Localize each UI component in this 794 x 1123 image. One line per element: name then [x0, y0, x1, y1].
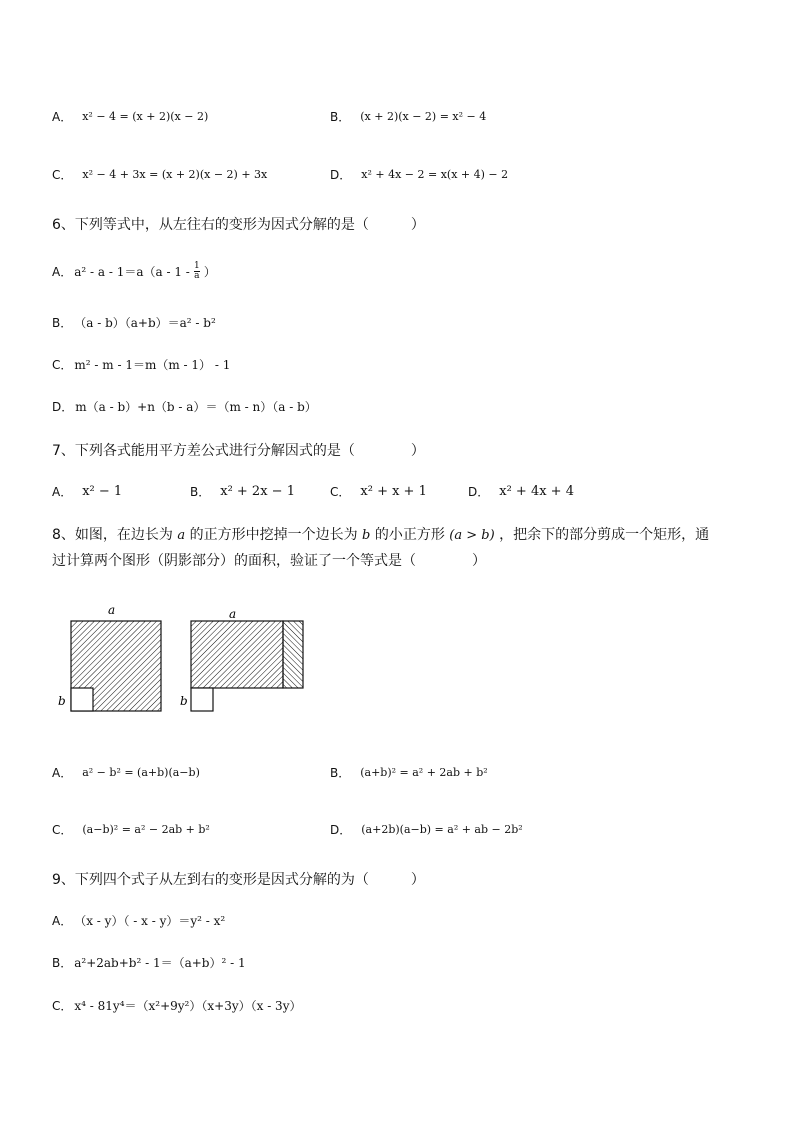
option-expression-right: ）	[203, 265, 216, 279]
option-expression: x² + 4x + 4	[499, 484, 574, 499]
option-label: B．	[330, 766, 351, 780]
fraction-numerator: 1	[193, 261, 200, 271]
option-expression-left: a² - a - 1＝a（a - 1 -	[74, 265, 190, 279]
variable-b: b	[362, 528, 371, 543]
rectangle-main-shaded	[191, 621, 283, 688]
option-label: C．	[52, 358, 73, 372]
q5-option-d	[330, 166, 508, 183]
option-label: B．	[190, 485, 211, 499]
small-square-removed	[71, 688, 93, 711]
q7-option-c	[330, 483, 427, 500]
option-expression: a²+2ab+b² - 1＝（a+b）² - 1	[74, 956, 246, 970]
question-7-stem: 7、下列各式能用平方差公式进行分解因式的是（ ）	[52, 443, 425, 459]
option-expression: (a+b)² = a² + 2ab + b²	[360, 766, 488, 779]
condition: (a > b)	[449, 528, 495, 543]
label-b-right: b	[180, 694, 188, 708]
q9-option-c	[52, 997, 301, 1014]
q5-option-a	[52, 108, 208, 125]
fraction	[194, 262, 200, 281]
stem-text: ，把余下的部分剪成一个矩形，通	[499, 527, 710, 543]
question-6-stem: 6、下列等式中，从左往右的变形为因式分解的是（ ）	[52, 217, 425, 233]
question-9-stem: 9、下列四个式子从左到右的变形是因式分解的为（ ）	[52, 872, 425, 888]
option-expression: (a−b)² = a² − 2ab + b²	[82, 823, 210, 836]
label-a-left: a	[108, 603, 116, 617]
option-expression: a² − b² = (a+b)(a−b)	[82, 766, 200, 779]
rectangle-strip-shaded	[283, 621, 303, 688]
small-square-right	[191, 688, 213, 711]
q8-option-c	[52, 821, 210, 838]
q9-option-a	[52, 912, 225, 929]
stem-text: 的正方形中挖掉一个边长为	[189, 527, 358, 543]
option-expression: x⁴ - 81y⁴＝（x²+9y²）（x+3y）（x - 3y）	[74, 999, 302, 1013]
option-label: B．	[52, 316, 73, 330]
q8-option-a	[52, 764, 200, 781]
option-expression: m² - m - 1＝m（m - 1） - 1	[74, 358, 231, 372]
variable-a: a	[177, 528, 186, 543]
option-label: C．	[52, 999, 73, 1013]
option-expression: x² + 4x − 2 = x(x + 4) − 2	[361, 168, 509, 181]
q6-option-c	[52, 356, 230, 373]
q6-option-b	[52, 314, 216, 331]
q8-option-d	[330, 821, 523, 838]
q6-option-a	[52, 262, 216, 281]
option-label: C．	[330, 485, 351, 499]
q9-option-b	[52, 954, 246, 971]
option-label: D．	[52, 400, 74, 414]
option-expression: x² − 1	[82, 484, 123, 499]
option-label: D．	[330, 823, 352, 837]
q7-option-a	[52, 483, 122, 500]
option-label: C．	[52, 168, 73, 182]
option-label: A．	[52, 914, 73, 928]
option-label: D．	[468, 485, 490, 499]
option-label: B．	[330, 110, 351, 124]
option-expression: m（a - b）+n（b - a）＝（m - n）（a - b）	[75, 400, 317, 414]
option-label: A．	[52, 110, 73, 124]
option-label: C．	[52, 823, 73, 837]
stem-text: 的小正方形	[374, 527, 445, 543]
option-label: D．	[330, 168, 352, 182]
label-b-left: b	[58, 694, 66, 708]
square-rectangle-figure	[55, 598, 315, 718]
fraction-denominator: a	[194, 271, 200, 281]
option-expression: x² + 2x − 1	[220, 484, 295, 499]
option-expression: x² + x + 1	[360, 484, 427, 499]
option-label: B．	[52, 956, 73, 970]
q5-option-c	[52, 166, 267, 183]
option-expression: (a+2b)(a−b) = a² + ab − 2b²	[361, 823, 523, 836]
q5-option-b	[330, 108, 486, 125]
q7-option-b	[190, 483, 295, 500]
q8-option-b	[330, 764, 488, 781]
option-expression: x² − 4 = (x + 2)(x − 2)	[82, 110, 209, 123]
option-label: A．	[52, 265, 73, 279]
q7-option-d	[468, 483, 574, 500]
stem-text: 8、如图，在边长为	[52, 527, 173, 543]
q6-option-d	[52, 398, 317, 415]
option-expression: （a - b）（a+b）＝a² - b²	[74, 316, 216, 330]
option-expression: (x + 2)(x − 2) = x² − 4	[360, 110, 487, 123]
option-expression: x² − 4 + 3x = (x + 2)(x − 2) + 3x	[82, 168, 268, 181]
option-expression: （x - y）（ - x - y）＝y² - x²	[74, 914, 226, 928]
question-8-stem-line-1	[52, 524, 709, 544]
option-label: A．	[52, 485, 73, 499]
option-label: A．	[52, 766, 73, 780]
question-8-stem-line-2: 过计算两个图形（阴影部分）的面积，验证了一个等式是（ ）	[52, 553, 486, 569]
label-a-right: a	[229, 607, 237, 621]
